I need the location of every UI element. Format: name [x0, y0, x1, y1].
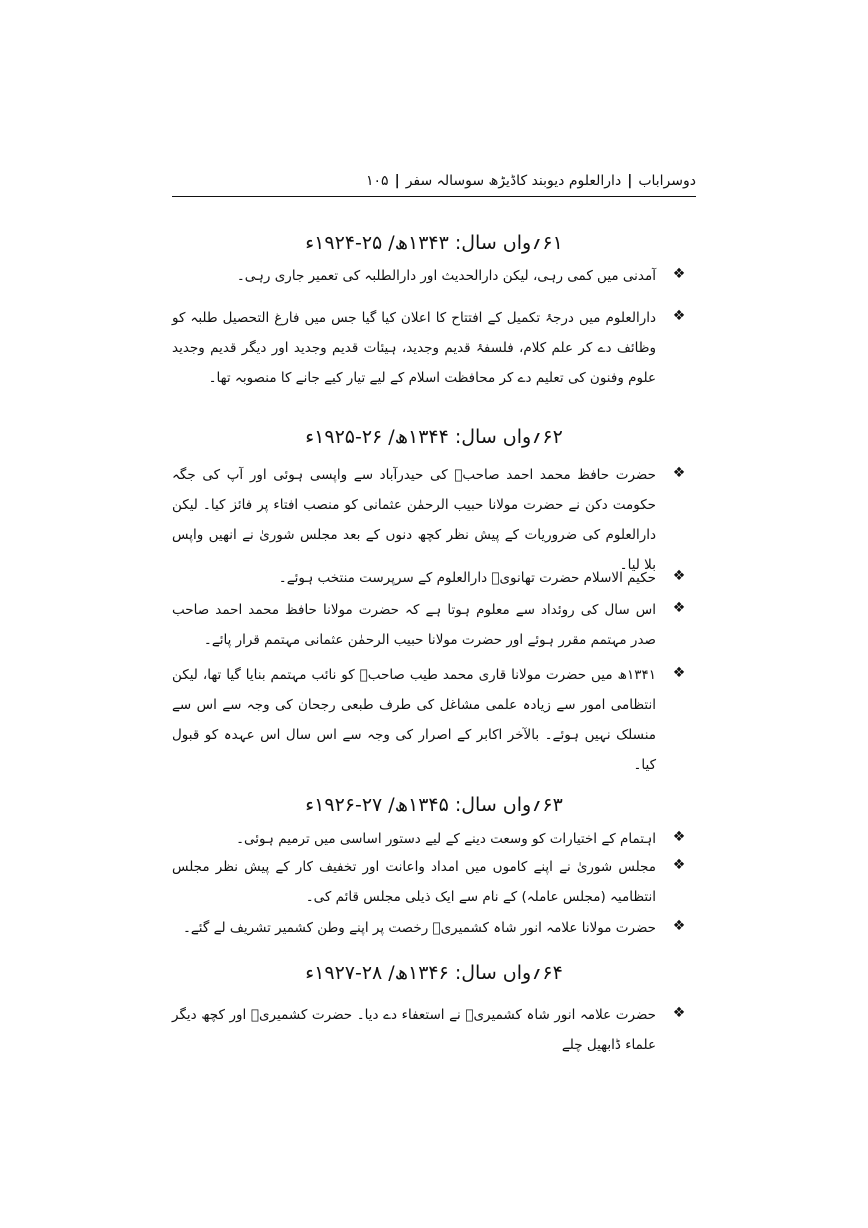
header-divider [172, 196, 696, 197]
section-heading-61: ۶۱؍واں سال: ۱۳۴۳ھ/ ۲۵-۱۹۲۴ء [305, 232, 563, 254]
header-separator: | [394, 173, 400, 189]
bullet-icon: ❖ [672, 829, 686, 845]
section-heading-62: ۶۲؍واں سال: ۱۳۴۴ھ/ ۲۶-۱۹۲۵ء [305, 426, 563, 448]
list-item [172, 913, 696, 943]
bullet-icon: ❖ [672, 1005, 686, 1021]
list-item [172, 852, 696, 912]
bullet-icon: ❖ [672, 600, 686, 616]
section-heading-63: ۶۳؍واں سال: ۱۳۴۵ھ/ ۲۷-۱۹۲۶ء [305, 794, 563, 816]
list-item [172, 595, 696, 655]
bullet-icon: ❖ [672, 665, 686, 681]
list-item-text: حضرت حافظ محمد احمد صاحبؒ کی حیدرآباد سے واپسی ہوئی اور آپ کی جگہ حکومت دکن نے حضرت مولانا حبیب الرحمٰن عثمانی کو منصب افتاء پر فائز کیا۔ لیکن دارالعلوم کی ضروریات کے پیش نظر کچھ دنوں کے بعد مجلس شوریٰ نے انھیں واپس بلا لیا۔ [172, 467, 656, 573]
list-item-text: حضرت علامہ انور شاہ کشمیریؒ نے استعفاء دے دیا۔ حضرت کشمیریؒ اور کچھ دیگر علماء ڈابھیل چلے [172, 1007, 656, 1053]
list-item-text: حضرت مولانا علامہ انور شاہ کشمیریؒ رخصت پر اپنے وطن کشمیر تشریف لے گئے۔ [182, 920, 656, 936]
list-item [172, 1000, 696, 1053]
list-item [172, 303, 696, 393]
list-item-text: دارالعلوم میں درجۂ تکمیل کے افتتاح کا اعلان کیا گیا جس میں فارغ التحصیل طلبہ کو وظائف دے کر علم کلام، فلسفۂ قدیم وجدید، ہیئات قدیم وجدید اور دیگر قدیم وجدید علوم وفنون کی تعلیم دے کر محافظت اسلام کے لیے تیار کیے جانے کا منصوبہ تھا۔ [172, 310, 656, 386]
section-heading-64: ۶۴؍واں سال: ۱۳۴۶ھ/ ۲۸-۱۹۲۷ء [305, 962, 563, 984]
bullet-icon: ❖ [672, 918, 686, 934]
list-item-text: ۱۳۴۱ھ میں حضرت مولانا قاری محمد طیب صاحبؒ کو نائب مہتمم بنایا گیا تھا، لیکن انتظامی امور سے زیادہ علمی مشاغل کی طرف طبعی رجحان کی وجہ سے اس سے منسلک نہیں ہوئے۔ بالآخر اکابر کے اصرار کی وجہ سے اس سال اس عہدہ کو قبول کیا۔ [172, 667, 656, 773]
bullet-icon: ❖ [672, 857, 686, 873]
list-item-text: حکیم الاسلام حضرت تھانویؒ دارالعلوم کے سرپرست منتخب ہوئے۔ [278, 570, 656, 586]
list-item [172, 261, 696, 291]
bullet-icon: ❖ [672, 308, 686, 324]
list-item-text: مجلس شوریٰ نے اپنے کاموں میں امداد واعانت اور تخفیف کار کے پیش نظر مجلس انتظامیہ (مجلس عاملہ) کے نام سے ایک ذیلی مجلس قائم کی۔ [172, 859, 656, 905]
list-item [172, 563, 696, 593]
list-item [172, 660, 696, 773]
bullet-icon: ❖ [672, 568, 686, 584]
chapter-label: دوسراباب [638, 173, 696, 189]
list-item [172, 824, 696, 854]
book-title: دارالعلوم دیوبند کاڈیڑھ سوسالہ سفر [405, 173, 622, 189]
page-number: ۱۰۵ [366, 173, 389, 189]
running-header [172, 166, 696, 196]
list-item [172, 460, 696, 573]
list-item-text: اہتمام کے اختیارات کو وسعت دینے کے لیے دستور اساسی میں ترمیم ہوئی۔ [236, 831, 656, 847]
bullet-icon: ❖ [672, 266, 686, 282]
list-item-text: آمدنی میں کمی رہی، لیکن دارالحدیث اور دارالطلبہ کی تعمیر جاری رہی۔ [236, 268, 656, 284]
bullet-icon: ❖ [672, 465, 686, 481]
header-separator: | [627, 173, 633, 189]
list-item-text: اس سال کی روئداد سے معلوم ہوتا ہے کہ حضرت مولانا حافظ محمد احمد صاحب صدر مہتمم مقرر ہوئے اور حضرت مولانا حبیب الرحمٰن عثمانی مہتمم قرار پائے۔ [172, 602, 656, 648]
